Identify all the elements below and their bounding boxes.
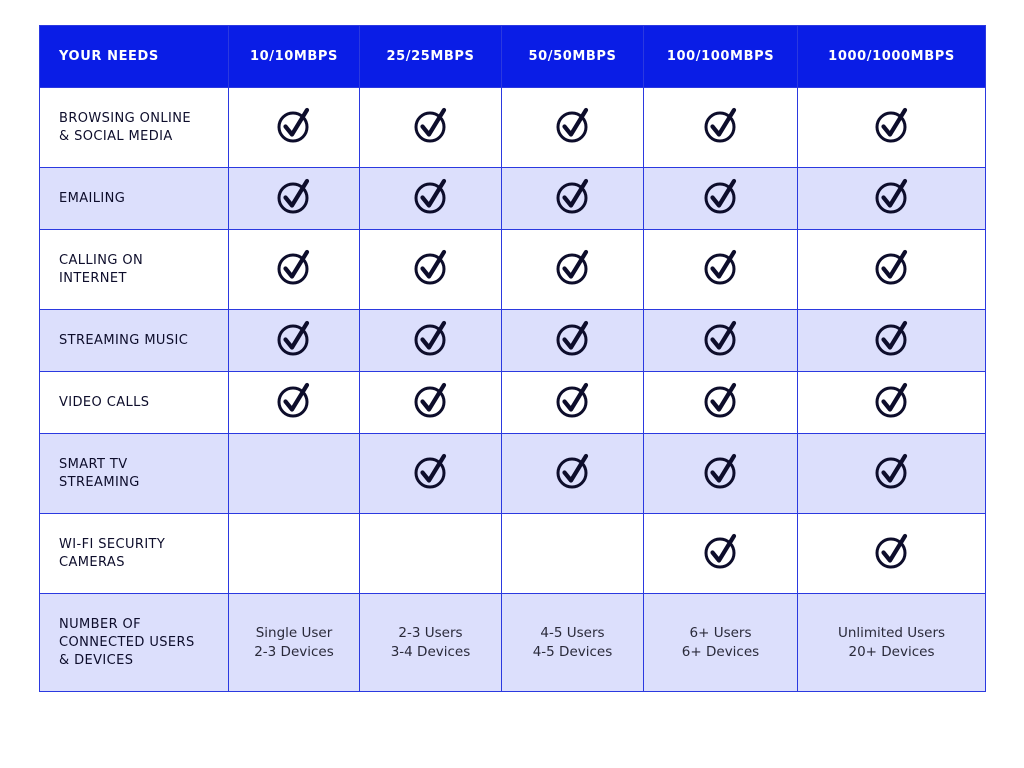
check-circle-icon <box>414 382 448 418</box>
cell-r0-c4 <box>798 88 986 168</box>
row-label-5: SMART TV STREAMING <box>40 434 229 514</box>
cell-r3-c3 <box>644 310 798 372</box>
check-circle-icon <box>556 320 590 356</box>
cell-r4-c3 <box>644 372 798 434</box>
table-row <box>40 434 986 514</box>
row-label-users-devices: NUMBER OF CONNECTED USERS & DEVICES <box>40 594 229 692</box>
cell-r1-c4 <box>798 168 986 230</box>
check-circle-icon <box>704 249 738 285</box>
check-circle-icon <box>414 320 448 356</box>
cell-r1-c2 <box>502 168 644 230</box>
check-circle-icon <box>277 178 311 214</box>
check-circle-icon <box>704 382 738 418</box>
users-value: 2-3 Users <box>398 624 463 641</box>
check-circle-icon <box>704 178 738 214</box>
check-circle-icon <box>875 382 909 418</box>
devices-value: 4-5 Devices <box>532 643 613 660</box>
cell-r2-c1 <box>360 230 502 310</box>
check-circle-icon <box>875 453 909 489</box>
table-row <box>40 168 986 230</box>
check-circle-icon <box>875 320 909 356</box>
check-circle-icon <box>277 107 311 143</box>
check-circle-icon <box>704 453 738 489</box>
header-column-0: 10/10MBPS <box>229 26 360 88</box>
check-circle-icon <box>277 249 311 285</box>
row-label-4: VIDEO CALLS <box>40 372 229 434</box>
needs-table-container <box>39 25 985 691</box>
row-label-2: CALLING ON INTERNET <box>40 230 229 310</box>
cell-r3-c0 <box>229 310 360 372</box>
devices-value: 6+ Devices <box>681 643 760 660</box>
devices-value: 20+ Devices <box>848 643 935 660</box>
speed-needs-table <box>39 25 986 692</box>
cell-r1-c3 <box>644 168 798 230</box>
table-row-users-devices <box>40 594 986 692</box>
users-value: Unlimited Users <box>837 624 946 641</box>
header-column-1: 25/25MBPS <box>360 26 502 88</box>
cell-r3-c1 <box>360 310 502 372</box>
check-circle-icon <box>875 107 909 143</box>
check-circle-icon <box>414 249 448 285</box>
cell-r4-c4 <box>798 372 986 434</box>
cell-r0-c2 <box>502 88 644 168</box>
row-label-1: EMAILING <box>40 168 229 230</box>
cell-r0-c1 <box>360 88 502 168</box>
row-label-6: WI-FI SECURITY CAMERAS <box>40 514 229 594</box>
table-row <box>40 310 986 372</box>
cell-r5-c4 <box>798 434 986 514</box>
header-row <box>40 26 986 88</box>
devices-value: 2-3 Devices <box>254 643 334 660</box>
cell-r6-c1 <box>360 514 502 594</box>
users-devices-cell-2 <box>502 594 644 692</box>
cell-r6-c4 <box>798 514 986 594</box>
header-column-3: 100/100MBPS <box>644 26 798 88</box>
table-header <box>40 26 986 88</box>
header-your-needs: YOUR NEEDS <box>40 26 229 88</box>
cell-r5-c2 <box>502 434 644 514</box>
table-row <box>40 514 986 594</box>
devices-value: 3-4 Devices <box>390 643 471 660</box>
users-value: 4-5 Users <box>540 624 605 641</box>
table-body <box>40 88 986 692</box>
check-circle-icon <box>556 107 590 143</box>
cell-r5-c3 <box>644 434 798 514</box>
check-circle-icon <box>875 249 909 285</box>
cell-r1-c0 <box>229 168 360 230</box>
row-label-0: BROWSING ONLINE & SOCIAL MEDIA <box>40 88 229 168</box>
check-circle-icon <box>556 249 590 285</box>
cell-r5-c1 <box>360 434 502 514</box>
table-row <box>40 230 986 310</box>
check-circle-icon <box>875 533 909 569</box>
cell-r3-c4 <box>798 310 986 372</box>
cell-r2-c2 <box>502 230 644 310</box>
check-circle-icon <box>277 382 311 418</box>
cell-r3-c2 <box>502 310 644 372</box>
cell-r2-c3 <box>644 230 798 310</box>
row-label-3: STREAMING MUSIC <box>40 310 229 372</box>
users-devices-cell-3 <box>644 594 798 692</box>
check-circle-icon <box>556 178 590 214</box>
cell-r0-c3 <box>644 88 798 168</box>
check-circle-icon <box>875 178 909 214</box>
cell-r1-c1 <box>360 168 502 230</box>
check-circle-icon <box>556 382 590 418</box>
users-devices-cell-4 <box>798 594 986 692</box>
check-circle-icon <box>414 453 448 489</box>
users-devices-cell-0 <box>229 594 360 692</box>
users-value: Single User <box>255 624 333 641</box>
check-circle-icon <box>704 320 738 356</box>
cell-r2-c4 <box>798 230 986 310</box>
users-devices-cell-1 <box>360 594 502 692</box>
check-circle-icon <box>704 533 738 569</box>
cell-r4-c1 <box>360 372 502 434</box>
table-row <box>40 372 986 434</box>
header-column-4: 1000/1000MBPS <box>798 26 986 88</box>
header-column-2: 50/50MBPS <box>502 26 644 88</box>
check-circle-icon <box>414 107 448 143</box>
cell-r2-c0 <box>229 230 360 310</box>
check-circle-icon <box>704 107 738 143</box>
cell-r0-c0 <box>229 88 360 168</box>
cell-r6-c2 <box>502 514 644 594</box>
cell-r4-c2 <box>502 372 644 434</box>
check-circle-icon <box>414 178 448 214</box>
cell-r6-c0 <box>229 514 360 594</box>
check-circle-icon <box>556 453 590 489</box>
cell-r4-c0 <box>229 372 360 434</box>
table-row <box>40 88 986 168</box>
users-value: 6+ Users <box>689 624 752 641</box>
check-circle-icon <box>277 320 311 356</box>
cell-r5-c0 <box>229 434 360 514</box>
cell-r6-c3 <box>644 514 798 594</box>
